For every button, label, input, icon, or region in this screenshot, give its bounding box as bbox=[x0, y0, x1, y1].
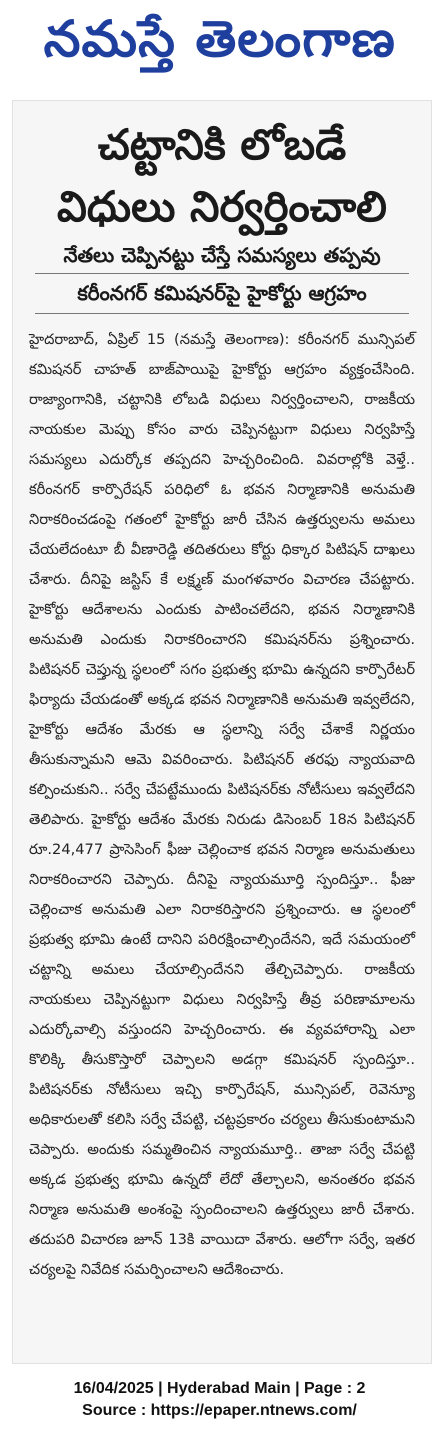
divider bbox=[35, 313, 409, 314]
headline-line-2: విధులు నిర్వర్తించాలి bbox=[57, 182, 387, 231]
subheadline-2: కరీంనగర్ కమిషనర్‌పై హైకోర్టు ఆగ్రహం bbox=[77, 281, 367, 305]
page-footer bbox=[0, 1378, 439, 1422]
subheadline-1: నేతలు చెప్పినట్టు చేస్తే సమస్యలు తప్పవు bbox=[63, 243, 381, 267]
masthead-title: నమస్తే తెలంగాణ bbox=[43, 9, 396, 68]
article-body: హైదరాబాద్, ఏప్రిల్ 15 (నమస్తే తెలంగాణ): కరీంనగర్ మున్సిపల్ కమిషనర్ చాహత్ బాజ్‌పాయిపై హైకోర్టు ఆగ్రహం వ్యక్తంచేసింది. రాజ్యాంగానికి, చట్టానికి లోబడి విధులు నిర్వర్తించాలని, రాజకీయ నాయకుల మెప్పు కోసం వారు చెప్పినట్టుగా విధులు నిర్వహిస్తే సమస్యలు ఎదుర్కోక తప్పదని హెచ్చరించింది. వివరాల్లోకి వెళ్తే.. కరీంనగర్ కార్పొరేషన్ పరిధిలో ఓ భవన నిర్మాణానికి అనుమతి నిరాకరించడంపై గతంలో హైకోర్టు జారీ చేసిన ఉత్తర్వులను అమలు చేయలేదంటూ బీ వీణారెడ్డి తదితరులు కోర్టు ధిక్కార పిటిషన్ దాఖలు చేశారు. దీనిపై జస్టిస్ కే లక్ష్మణ్ మంగళవారం విచారణ చేపట్టారు. హైకోర్టు ఆదేశాలను ఎందుకు పాటించలేదని, భవన నిర్మాణానికి అనుమతి ఎందుకు నిరాకరించారని కమిషనర్‌ను ప్రశ్నించారు. పిటిషనర్ చెప్తున్న స్థలంలో సగం ప్రభుత్వ భూమి ఉన్నదని కార్పొరేటర్ ఫిర్యాదు చేయడంతో అక్కడ భవన నిర్మాణానికి అనుమతి ఇవ్వలేదని, హైకోర్టు ఆదేశం మేరకు ఆ స్థలాన్ని సర్వే చేశాకే నిర్ణయం తీసుకున్నామని ఆమె వివరించారు. పిటిషనర్ తరఫు న్యాయవాది కల్పించుకుని.. సర్వే చేపట్టేముందు పిటిషనర్‌కు నోటీసులు ఇవ్వలేదని తెలిపారు. హైకోర్టు ఆదేశం మేరకు నిరుడు డిసెంబర్ 18న పిటిషనర్ రూ.24,477 ప్రాసెసింగ్ ఫీజు చెల్లించాక భవన నిర్మాణ అనుమతులు నిరాకరించారని చెప్పారు. దీనిపై న్యాయమూర్తి స్పందిస్తూ.. ఫీజు చెల్లించాక అనుమతి ఎలా నిరాకరిస్తారని ప్రశ్నించారు. ఆ స్థలంలో ప్రభుత్వ భూమి ఉంటే దానిని పరిరక్షించాల్సిందేనని, ఇదే సమయంలో చట్టాన్ని అమలు చేయాల్సిందేనని తేల్చిచెప్పారు. రాజకీయ నాయకులు చెప్పినట్టుగా విధులు నిర్వహిస్తే తీవ్ర పరిణామాలను ఎదుర్కోవాల్సి వస్తుందని హెచ్చరించారు. ఈ వ్యవహారాన్ని ఎలా కొలిక్కి తీసుకొస్తారో చెప్పాలని అడగ్గా కమిషనర్ స్పందిస్తూ.. పిటిషనర్‌కు నోటీసులు ఇచ్చి కార్పొరేషన్, మున్సిపల్, రెవెన్యూ అధికారులతో కలిసి సర్వే చేపట్టి, చట్టప్రకారం చర్యలు తీసుకుంటామని చెప్పారు. అందుకు సమ్మతించిన న్యాయమూర్తి.. తాజా సర్వే చేపట్టి అక్కడ ప్రభుత్వ భూమి ఉన్నదో లేదో తేల్చాలని, అనంతరం భవన నిర్మాణ అనుమతి అంశంపై స్పందించాలని ఉత్తర్వులు జారీ చేశారు. తదుపరి విచారణ జూన్ 13కి వాయిదా వేశారు. ఆలోగా సర్వే, ఇతర చర్యలపై నివేదిక సమర్పించాలని ఆదేశించారు. bbox=[29, 331, 415, 1278]
source-link[interactable]: Source : https://epaper.ntnews.com/ bbox=[82, 1402, 357, 1419]
edition-info: 16/04/2025 | Hyderabad Main | Page : 2 bbox=[73, 1380, 366, 1397]
article-clipping bbox=[12, 100, 432, 1364]
headline-line-1: చట్టానికి లోబడే bbox=[97, 120, 347, 169]
newspaper-masthead bbox=[0, 0, 439, 90]
divider bbox=[35, 273, 409, 274]
